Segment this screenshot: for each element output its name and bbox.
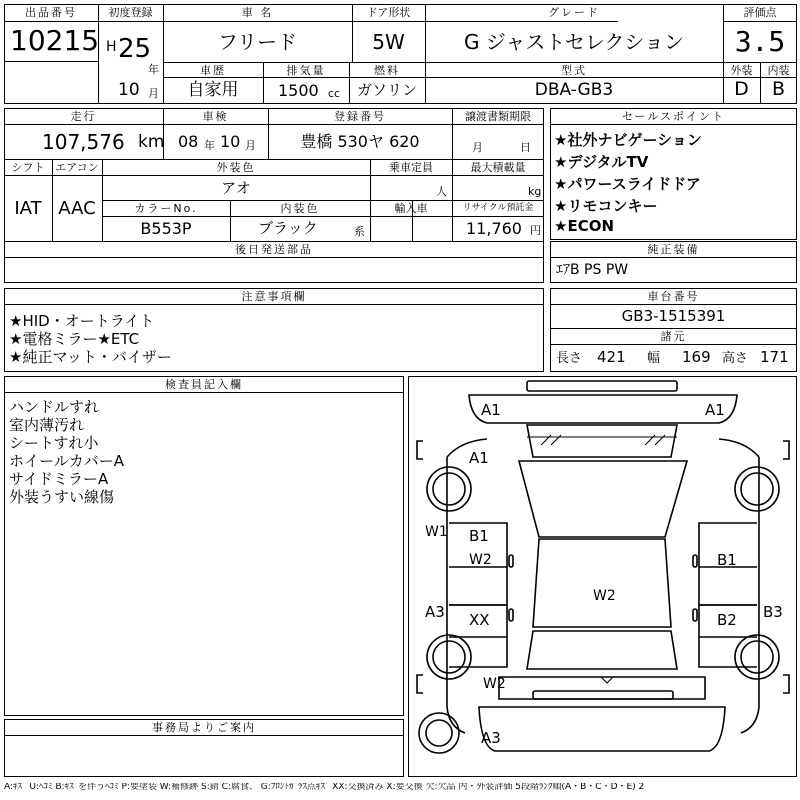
mark-front-left: A1 (481, 401, 501, 419)
windshield-shape (519, 461, 687, 537)
fuel: ガソリン (356, 81, 417, 99)
list-item: 外装うすい線傷 (9, 488, 115, 506)
mark-left-rear-fender: A3 (425, 603, 445, 621)
interior-grade: B (771, 78, 786, 100)
inspection-month-unit: 月 (245, 139, 256, 152)
office-label: 事務局よりご案内 (152, 721, 256, 734)
lot-no-label: 出品番号 (25, 6, 77, 19)
history: 自家用 (187, 80, 239, 100)
inspection-year-unit: 年 (204, 139, 215, 152)
door-label: ドア形状 (366, 6, 411, 19)
car-name-label: 車 名 (241, 6, 274, 19)
list-item: ★ECON (554, 217, 615, 235)
displacement-unit: cc (328, 87, 341, 100)
list-item: サイドミラーA (9, 470, 109, 488)
width-value: 169 (682, 348, 711, 366)
lot-no: 10215 (10, 24, 100, 57)
score-label: 評価点 (743, 6, 777, 19)
mileage: 107,576 (42, 130, 125, 154)
sales-points-label: セールスポイント (621, 110, 725, 123)
list-item: 室内薄汚れ (9, 416, 85, 434)
mark-left-front-door-w: W2 (469, 552, 492, 568)
first-reg-year: 25 (118, 34, 152, 64)
inspection-label: 車検 (202, 110, 229, 123)
rear-window-shape (527, 631, 677, 669)
ac: AAC (58, 198, 96, 219)
list-item: シートすれ小 (9, 434, 99, 452)
roof-shape (533, 539, 671, 627)
ext-color-label: 外装色 (216, 161, 256, 174)
notes-label: 注意事項欄 (241, 290, 307, 303)
car-name: フリード (217, 30, 298, 54)
rear-quarter-shape (499, 677, 705, 699)
grade-label: グレード (548, 6, 600, 19)
transfer-day-unit: 日 (520, 141, 531, 154)
list-item: ★HID・オートライト (9, 312, 155, 330)
length-value: 421 (597, 348, 626, 366)
capacity-unit: 人 (436, 185, 447, 198)
displacement: 1500 (278, 81, 319, 100)
mark-left-front-fender: W1 (425, 524, 448, 540)
transfer-month-unit: 月 (472, 141, 483, 154)
mark-front-right: A1 (705, 401, 725, 419)
height-label: 高さ (722, 351, 749, 366)
list-item: ★リモコンキー (554, 197, 658, 215)
chassis-number: GB3-1515391 (621, 307, 726, 325)
later-parts-label: 後日発送部品 (235, 243, 313, 256)
ac-label: エアコン (55, 161, 99, 174)
mark-left-front-door: B1 (469, 527, 489, 545)
spare-wheel-shape (419, 713, 459, 753)
car-diagram-drawing (409, 377, 798, 778)
list-item: ハンドルすれ (9, 398, 100, 416)
capacity-label: 乗車定員 (389, 161, 433, 174)
shift-label: シフト (11, 161, 45, 174)
list-item: ★社外ナビゲーション (554, 131, 702, 149)
model-label: 型式 (561, 64, 587, 77)
era: H (106, 39, 117, 55)
list-item: ★電格ミラー★ETC (9, 330, 140, 348)
inspection-year: 08 (178, 132, 199, 151)
list-item: ホイールカバーA (9, 452, 124, 470)
hood-shape (527, 425, 677, 457)
first-reg-label: 初度登録 (108, 6, 153, 19)
list-item: ★デジタルTV (554, 153, 649, 171)
grade: G ジャストセレクション (463, 30, 685, 54)
exterior-label: 外装 (730, 64, 753, 77)
front-bumper-shape (527, 381, 677, 391)
model: DBA-GB3 (534, 80, 614, 100)
color-no: B553P (140, 219, 192, 238)
interior-label: 内装 (767, 64, 790, 77)
recycle-unit: 円 (530, 224, 541, 237)
mark-roof: W2 (593, 588, 616, 604)
mark-hood: A1 (469, 449, 489, 467)
year-unit: 年 (148, 63, 159, 76)
inspection-month: 10 (220, 132, 241, 151)
inspector-label: 検査員記入欄 (165, 378, 243, 391)
notes-list (9, 310, 172, 364)
recycle-label: リサイクル預託金 (462, 203, 534, 213)
equipment-label: 純正装備 (647, 243, 700, 256)
int-color-label: 内装色 (280, 202, 320, 215)
ext-color: アオ (221, 179, 251, 197)
load-unit: kg (528, 185, 542, 198)
mileage-unit: km (138, 132, 165, 152)
mark-rear: A3 (481, 729, 501, 747)
transfer-label: 譲渡書類期限 (465, 110, 531, 123)
list-item: ★パワースライドドア (554, 175, 701, 193)
dimensions-label: 諸元 (660, 330, 687, 343)
int-color: ブラック (258, 219, 318, 237)
load-label: 最大積載量 (470, 161, 526, 174)
month-unit: 月 (148, 87, 159, 100)
mark-right-front-door: B1 (717, 551, 737, 569)
score: 3.5 (734, 25, 786, 58)
length-label: 長さ (556, 351, 583, 366)
sales-points-list (554, 129, 702, 239)
color-no-label: カラーNo. (134, 202, 198, 215)
history-label: 車歴 (200, 64, 226, 77)
mark-rear-quarter: W2 (483, 676, 506, 692)
list-item: ★純正マット・バイザー (9, 348, 172, 366)
mark-right-rear-fender: B3 (763, 603, 783, 621)
height-value: 171 (760, 348, 789, 366)
reg-no: 豊橋 530ヤ 620 (300, 132, 420, 151)
front-outline (469, 395, 737, 423)
equipment-value: ｴｱB PS PW (556, 262, 629, 278)
rear-bumper-shape (479, 707, 725, 751)
inspector-list (9, 396, 124, 504)
chassis-label: 車台番号 (647, 290, 700, 303)
recycle-fee: 11,760 (466, 219, 522, 238)
car-diagram (408, 376, 797, 777)
first-reg-month: 10 (118, 80, 140, 100)
mileage-label: 走行 (70, 110, 97, 123)
width-label: 幅 (647, 351, 661, 366)
mark-left-rear-door: XX (469, 611, 490, 629)
fuel-label: 燃料 (374, 64, 400, 77)
displacement-label: 排気量 (286, 64, 326, 77)
mark-right-rear-door: B2 (717, 611, 737, 629)
reg-no-label: 登録番号 (334, 110, 386, 123)
exterior-grade: D (734, 78, 749, 100)
int-color-suffix: 系 (354, 225, 365, 238)
legend-footer: A:ｷｽﾞ U:ﾍｺﾐ B:ｷｽﾞを伴うﾍｺﾐ P:要塗装 W:補修跡 S:錆 C:腐食、 G:ﾌﾛﾝﾄｶﾞﾗｽ点ｷｽﾞ XX:交換済み X:要交換 欠:欠品 内・外装評価 5段階ﾗﾝｸ順(A・B・C・D・E) 2 (4, 783, 645, 792)
shift: IAT (14, 198, 42, 219)
import-label: 輸入車 (394, 202, 428, 215)
door-type: 5W (372, 30, 405, 54)
